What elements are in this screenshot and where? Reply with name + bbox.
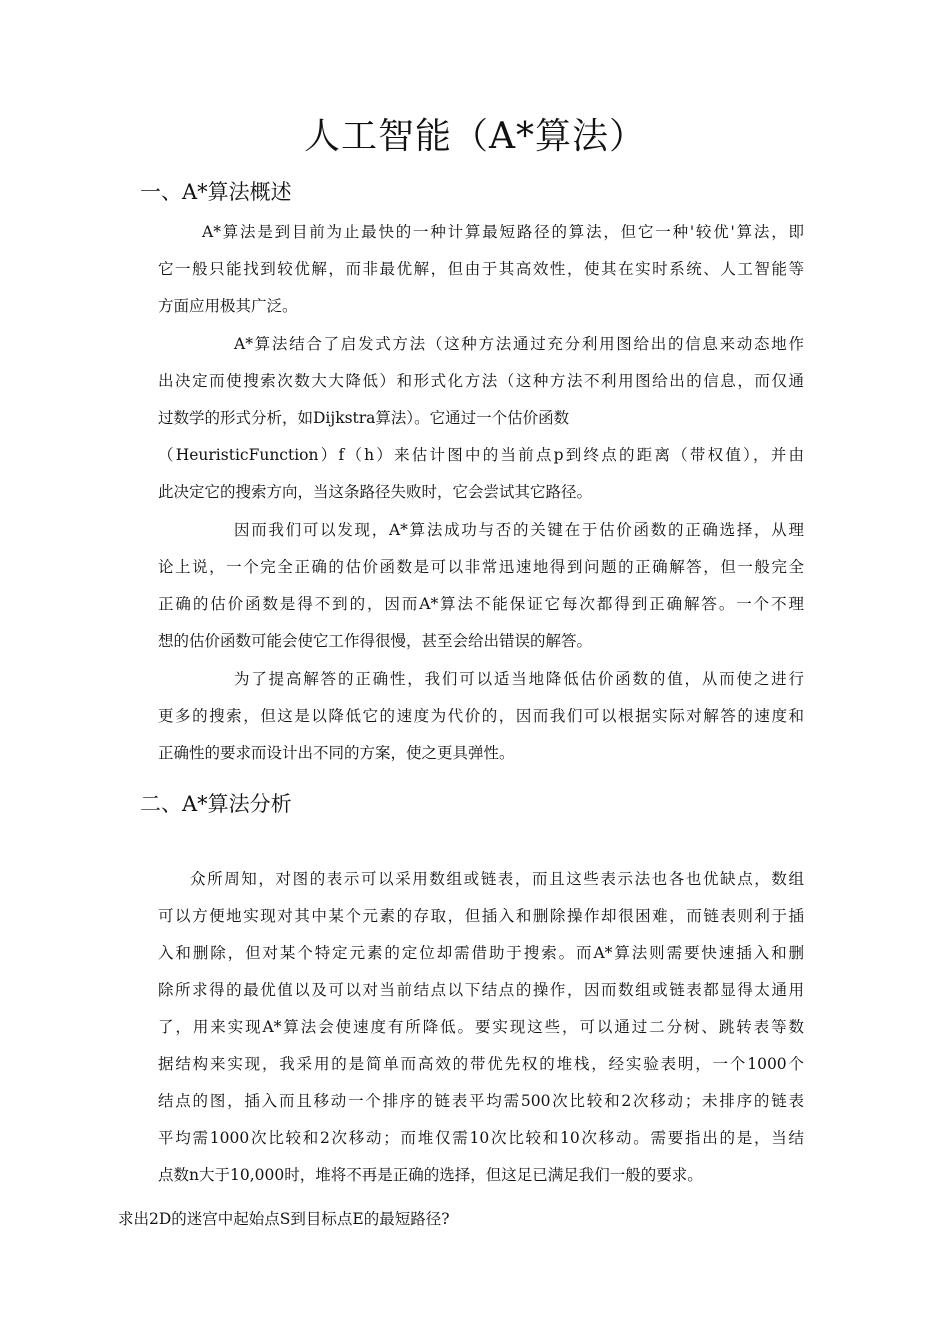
section-heading-analysis: 二、A*算法分析 (140, 792, 292, 816)
text-line: 正确性的要求而设计出不同的方案，使之更具弹性。 (158, 744, 515, 762)
page-title: 人工智能（A*算法） (304, 116, 646, 157)
text-line: 过数学的形式分析，如Dijkstra算法）。它通过一个估价函数 (158, 409, 570, 427)
text-line: 更多的搜索，但这是以降低它的速度为代价的，因而我们可以根据实际对解答的速度和 (158, 707, 804, 725)
overview-paragraph-2 (158, 326, 804, 511)
text-line: 众所周知，对图的表示可以采用数组或链表，而且这些表示法也各也优缺点，数组 (190, 870, 804, 888)
text-line: A*算法结合了启发式方法（这种方法通过充分利用图给出的信息来动态地作 (234, 335, 804, 353)
text-line: 平均需1000次比较和2次移动；而堆仅需10次比较和10次移动。需要指出的是，当结 (158, 1129, 804, 1147)
text-line: 想的估价函数可能会使它工作得很慢，甚至会给出错误的解答。 (158, 632, 593, 650)
text-line: 据结构来实现，我采用的是简单而高效的带优先权的堆栈，经实验表明，一个1000个 (158, 1055, 804, 1073)
text-line: 入和删除，但对某个特定元素的定位却需借助于搜索。而A*算法则需要快速插入和删 (158, 944, 804, 962)
text-line: 它一般只能找到较优解，而非最优解，但由于其高效性，使其在实时系统、人工智能等 (158, 260, 804, 278)
overview-paragraph-1 (158, 214, 804, 325)
overview-paragraph-4 (158, 661, 804, 772)
text-line: 结点的图，插入而且移动一个排序的链表平均需500次比较和2次移动；未排序的链表 (158, 1092, 804, 1110)
text-line: 因而我们可以发现，A*算法成功与否的关键在于估价函数的正确选择，从理 (234, 521, 804, 539)
text-line: 正确的估价函数是得不到的，因而A*算法不能保证它每次都得到正确解答。一个不理 (158, 595, 804, 613)
text-line: 点数n大于10,000时，堆将不再是正确的选择，但这足已满足我们一般的要求。 (158, 1166, 703, 1184)
text-line: 除所求得的最优值以及可以对当前结点以下结点的操作，因而数组或链表都显得太通用 (158, 981, 804, 999)
overview-paragraph-3 (158, 512, 804, 660)
text-line: 为了提高解答的正确性，我们可以适当地降低估价函数的值，从而使之进行 (234, 670, 804, 688)
section-heading-overview: 一、A*算法概述 (140, 180, 292, 204)
text-line: 了，用来实现A*算法会使速度有所降低。要实现这些，可以通过二分树、跳转表等数 (158, 1018, 804, 1036)
text-line: 此决定它的搜索方向，当这条路径失败时，它会尝试其它路径。 (158, 483, 593, 501)
text-line: 方面应用极其广泛。 (158, 297, 298, 315)
text-line: 出决定而使搜索次数大大降低）和形式化方法（这种方法不利用图给出的信息，而仅通 (158, 372, 804, 390)
text-line: （HeuristicFunction）f（h）来估计图中的当前点p到终点的距离（带权值），并由 (158, 446, 804, 464)
closing-question: 求出2D的迷宫中起始点S到目标点E的最短路径? (118, 1210, 450, 1228)
text-line: 可以方便地实现对其中某个元素的存取，但插入和删除操作却很困难，而链表则利于插 (158, 907, 804, 925)
text-line: 论上说，一个完全正确的估价函数是可以非常迅速地得到问题的正确解答，但一般完全 (158, 558, 804, 576)
text-line: A*算法是到目前为止最快的一种计算最短路径的算法，但它一种'较优'算法，即 (202, 223, 804, 241)
analysis-paragraph-1 (158, 861, 804, 1194)
